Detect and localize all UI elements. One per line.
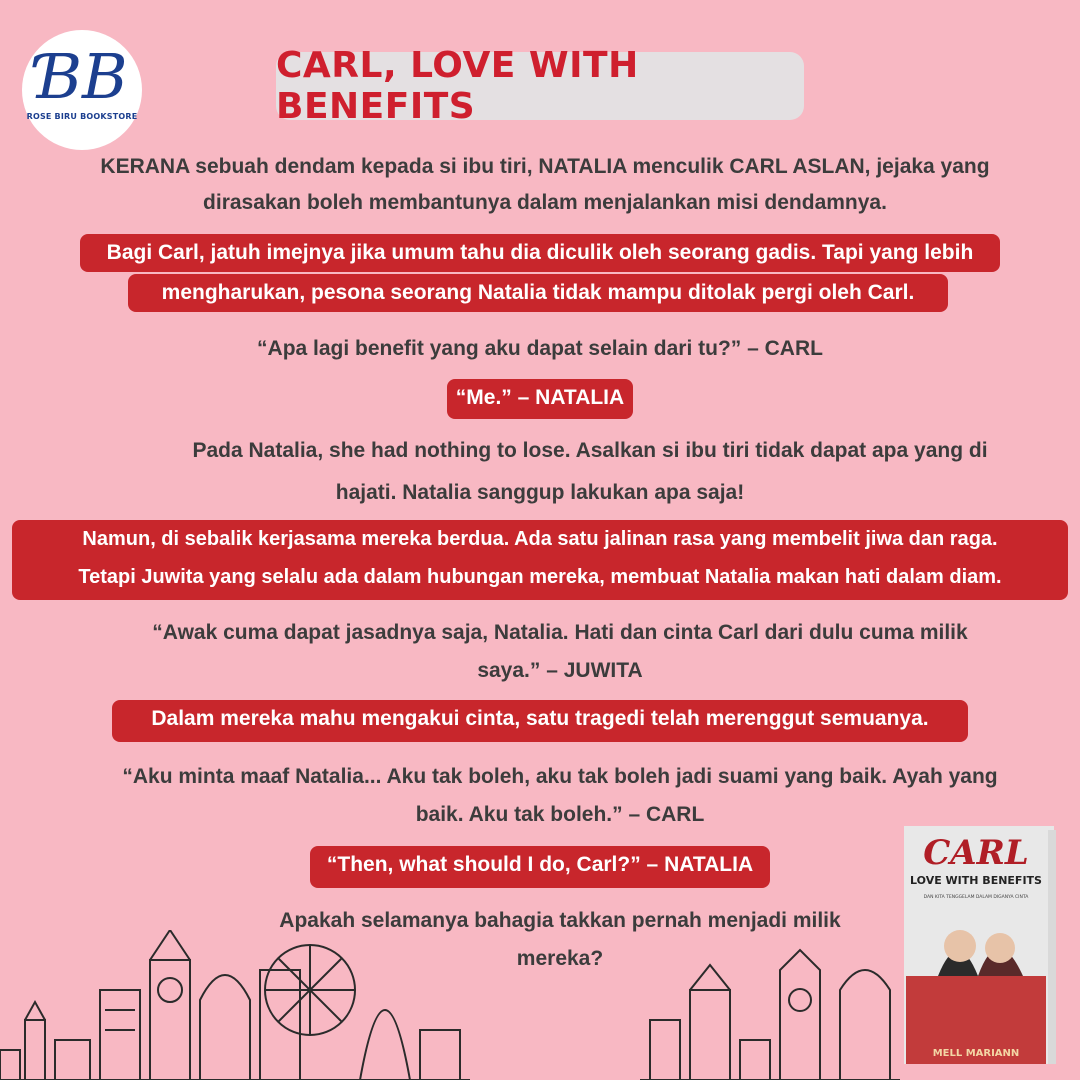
highlight-natalia-me: “Me.” – NATALIA <box>447 379 633 419</box>
book-author: MELL MARIANN <box>932 1048 1020 1059</box>
highlight-3-line-1: Namun, di sebalik kerjasama mereka berdua. Ada satu jalinan rasa yang membelit jiwa dan raga. <box>82 528 998 550</box>
intro-line-2: dirasakan boleh membantunya dalam menjalankan misi dendamnya. <box>203 191 887 214</box>
highlight-1-line-2: mengharukan, pesona seorang Natalia tidak mampu ditolak pergi oleh Carl. <box>128 274 948 312</box>
page-title: CARL, LOVE WITH BENEFITS <box>276 45 639 127</box>
logo-text: ROSE BIRU BOOKSTORE <box>26 112 138 121</box>
quote-carl-1: “Apa lagi benefit yang aku dapat selain dari tu?” – CARL <box>257 337 823 360</box>
book-title: CARL <box>923 833 1029 873</box>
highlight-juwita-paragraph <box>12 520 1068 600</box>
intro-line-1: KERANA sebuah dendam kepada si ibu tiri, NATALIA menculik CARL ASLAN, jejaka yang <box>100 155 990 178</box>
highlight-3-line-2: Tetapi Juwita yang selalu ada dalam hubungan mereka, membuat Natalia makan hati dalam diam. <box>78 566 1002 588</box>
natalia-paragraph-line-2: hajati. Natalia sanggup lakukan apa saja! <box>335 481 745 504</box>
book-cover-image <box>898 826 1058 1066</box>
natalia-paragraph-line-1: Pada Natalia, she had nothing to lose. Asalkan si ibu tiri tidak dapat apa yang di <box>192 439 988 462</box>
highlight-1-line-1: Bagi Carl, jatuh imejnya jika umum tahu dia diculik oleh seorang gadis. Tapi yang lebih <box>80 234 1000 272</box>
butterfly-b-logo-icon: ƁB <box>36 40 128 113</box>
quote-carl-2-line-1: “Aku minta maaf Natalia... Aku tak boleh, aku tak boleh jadi suami yang baik. Ayah yang <box>122 765 998 788</box>
quote-carl-2-line-2: baik. Aku tak boleh.” – CARL <box>415 803 705 826</box>
store-logo <box>22 30 142 150</box>
closing-question-line-2: mereka? <box>516 947 604 970</box>
closing-question-line-1: Apakah selamanya bahagia takkan pernah menjadi milik <box>279 909 841 932</box>
book-tagline: DAN KITA TENGGELAM DALAM DIGANYA CINTA <box>923 895 1029 900</box>
highlight-tragedy: Dalam mereka mahu mengakui cinta, satu tragedi telah merenggut semuanya. <box>112 700 968 742</box>
quote-juwita-line-2: saya.” – JUWITA <box>477 659 643 682</box>
title-box <box>276 45 804 127</box>
quote-juwita-line-1: “Awak cuma dapat jasadnya saja, Natalia. Hati dan cinta Carl dari dulu cuma milik <box>152 621 968 644</box>
book-subtitle: LOVE WITH BENEFITS <box>910 874 1042 887</box>
highlight-natalia-question: “Then, what should I do, Carl?” – NATALIA <box>310 846 770 888</box>
